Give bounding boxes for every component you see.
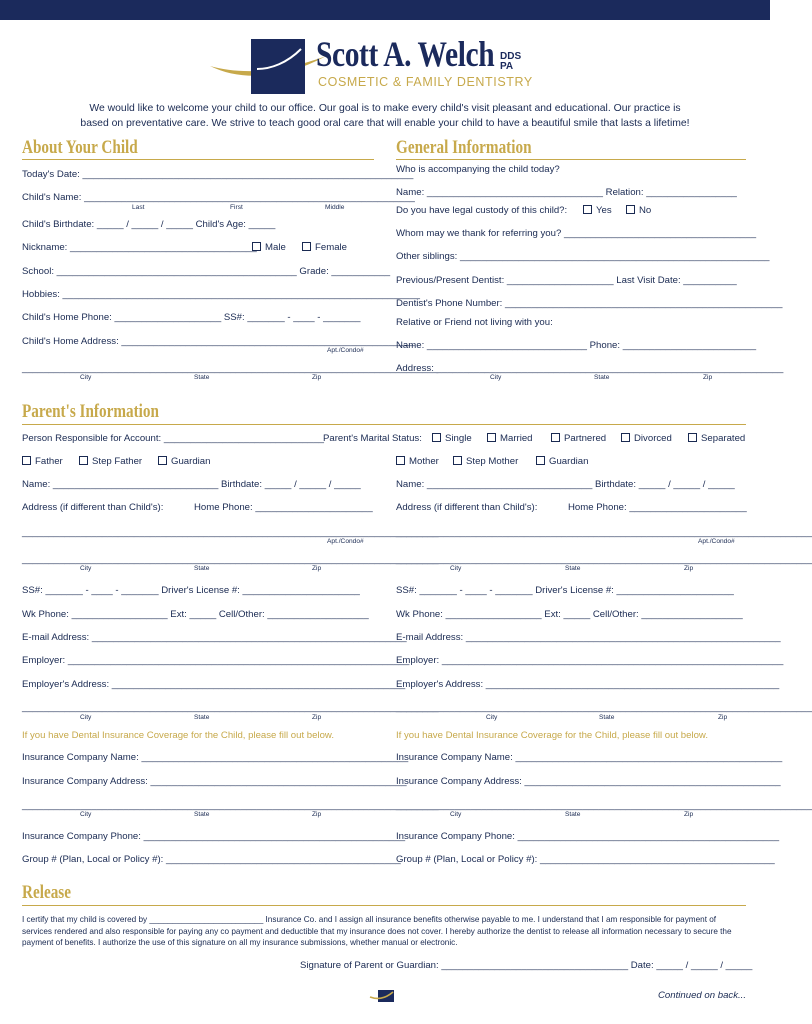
insurance-name-field[interactable]: Insurance Company Name: __________________________________________________ — [396, 752, 783, 763]
city-caption: City — [490, 374, 502, 381]
city-caption: City — [80, 374, 92, 381]
single-checkbox[interactable]: Single — [432, 433, 472, 445]
name-last-caption: Last — [132, 204, 145, 211]
father-checkbox[interactable]: Father — [22, 456, 63, 468]
zip-caption: Zip — [312, 714, 322, 721]
relative-name-phone-field[interactable]: Name: ______________________________ Phone: _________________________ — [396, 340, 757, 351]
checkbox-icon[interactable] — [158, 456, 167, 465]
relative-label: Relative or Friend not living with you: — [396, 317, 553, 328]
state-caption: State — [194, 565, 210, 572]
continued-on-back: Continued on back... — [658, 990, 747, 1001]
dentist-field[interactable]: Previous/Present Dentist: ____________________ Last Visit Date: __________ — [396, 275, 737, 286]
name-birthdate-field[interactable]: Name: _______________________________ Birthdate: _____ / _____ / _____ — [22, 479, 361, 490]
school-grade-field[interactable]: School: _____________________________________________ Grade: ___________ — [22, 266, 391, 277]
employer-address-line-2[interactable]: ______________________________________________________________________________ — [22, 702, 439, 713]
separated-checkbox[interactable]: Separated — [688, 433, 745, 445]
apt-caption: Apt./Condo# — [327, 538, 364, 545]
email-field[interactable]: E-mail Address: ___________________________________________________________ — [22, 632, 407, 643]
city-caption: City — [450, 565, 462, 572]
childs-name-field[interactable]: Child's Name: ______________________________________________________________ — [22, 192, 415, 203]
state-caption: State — [194, 811, 210, 818]
employer-address-field[interactable]: Employer's Address: _______________________________________________________ — [396, 679, 780, 690]
address-line-2[interactable]: ______________________________________________________________________________ — [22, 363, 439, 374]
mother-column — [396, 0, 812, 870]
release-paragraph: I certify that my child is covered by _________________________ Insurance Co. and I assign all insurance benefits otherwise payable to me. I understand that I am responsible for payment of services rendered and also responsible for paying any co payment and deductible that my insurance does not cover. I hereby authorize the dentist to release all information necessary to secure the payment of benefits. I authorize the use of this signature on all my insurance submissions, whether manual or electronic. — [22, 915, 732, 947]
insurance-phone-field[interactable]: Insurance Company Phone: _________________________________________________ — [396, 831, 780, 842]
checkbox-icon[interactable] — [79, 456, 88, 465]
checkbox-icon[interactable] — [396, 456, 405, 465]
checkbox-icon[interactable] — [22, 456, 31, 465]
state-caption: State — [194, 714, 210, 721]
city-caption: City — [486, 714, 498, 721]
practice-credentials: DDS PA — [500, 51, 522, 72]
checkbox-icon[interactable] — [453, 456, 462, 465]
name-first-caption: First — [230, 204, 243, 211]
zip-caption: Zip — [718, 714, 728, 721]
apt-caption: Apt./Condo# — [327, 347, 364, 354]
ss-license-field[interactable]: SS#: _______ - ____ - _______ Driver's License #: ______________________ — [22, 585, 360, 596]
divorced-checkbox[interactable]: Divorced — [621, 433, 672, 445]
name-middle-caption: Middle — [325, 204, 345, 211]
hobbies-field[interactable]: Hobbies: ___________________________________________________________________ — [22, 289, 421, 300]
checkbox-icon[interactable] — [536, 456, 545, 465]
employer-field[interactable]: Employer: ________________________________________________________________ — [396, 655, 784, 666]
referring-field[interactable]: Whom may we thank for referring you? ____________________________________ — [396, 228, 757, 239]
zip-caption: Zip — [684, 565, 694, 572]
partnered-checkbox[interactable]: Partnered — [551, 433, 606, 445]
insurance-phone-field[interactable]: Insurance Company Phone: _________________________________________________ — [22, 831, 406, 842]
ss-license-field[interactable]: SS#: _______ - ____ - _______ Driver's License #: ______________________ — [396, 585, 734, 596]
guardian-checkbox-right[interactable]: Guardian — [536, 456, 588, 468]
section-title-release: Release — [22, 882, 71, 903]
section-title-parents: Parent's Information — [22, 401, 159, 422]
group-number-field[interactable]: Group # (Plan, Local or Policy #): ____________________________________________ — [22, 854, 401, 865]
section-title-general: General Information — [396, 137, 532, 158]
male-checkbox[interactable]: Male — [252, 242, 286, 254]
city-caption: City — [80, 565, 92, 572]
footer-logo-icon — [370, 990, 394, 1002]
zip-caption: Zip — [312, 374, 322, 381]
zip-caption: Zip — [312, 565, 322, 572]
home-phone-ss-field[interactable]: Child's Home Phone: ____________________ SS#: _______ - ____ - _______ — [22, 312, 361, 323]
signature-row — [300, 960, 753, 972]
section-divider — [22, 905, 746, 906]
state-caption: State — [599, 714, 615, 721]
step-father-checkbox[interactable]: Step Father — [79, 456, 142, 468]
custody-no-checkbox[interactable]: No — [626, 205, 651, 217]
mother-checkbox[interactable]: Mother — [396, 456, 439, 468]
employer-address-line-2[interactable]: ______________________________________________________________________________ — [396, 702, 812, 713]
home-address-field[interactable]: Child's Home Address: _______________________________________________________ — [22, 336, 415, 347]
insurance-name-field[interactable]: Insurance Company Name: __________________________________________________ — [22, 752, 409, 763]
employer-field[interactable]: Employer: ________________________________________________________________ — [22, 655, 410, 666]
intro-paragraph: We would like to welcome your child to our office. Our goal is to make every child's visit pleasant and educational. Our practice is based on preventative care. We strive to teach good oral care that will enable your child to have a beautiful smile that lasts a lifetime! — [80, 103, 690, 129]
todays-date-field[interactable]: Today's Date: ______________________________________________________________ — [22, 169, 414, 180]
home-phone-field[interactable]: Home Phone: ______________________ — [568, 502, 747, 513]
state-caption: State — [565, 565, 581, 572]
insurance-note: If you have Dental Insurance Coverage for the Child, please fill out below. — [22, 730, 334, 741]
zip-caption: Zip — [312, 811, 322, 818]
birthdate-age-field[interactable]: Child's Birthdate: _____ / _____ / _____ Child's Age: _____ — [22, 219, 276, 230]
zip-caption: Zip — [703, 374, 713, 381]
address-line-1[interactable]: ______________________________________________________________________________ — [22, 527, 439, 538]
insurance-address-line-2[interactable]: ______________________________________________________________________________ — [22, 800, 439, 811]
address-label: Address (if different than Child's): — [396, 502, 538, 513]
name-relation-field[interactable]: Name: _________________________________ Relation: _________________ — [396, 187, 737, 198]
section-title-about: About Your Child — [22, 137, 138, 158]
address-line-2[interactable]: ______________________________________________________________________________ — [22, 554, 439, 565]
guardian-checkbox-left[interactable]: Guardian — [158, 456, 210, 468]
work-phone-field[interactable]: Wk Phone: __________________ Ext: _____ Cell/Other: ___________________ — [22, 609, 369, 620]
accompanying-label: Who is accompanying the child today? — [396, 164, 560, 175]
city-caption: City — [450, 811, 462, 818]
address-label: Address (if different than Child's): — [22, 502, 164, 513]
state-caption: State — [565, 811, 581, 818]
siblings-field[interactable]: Other siblings: __________________________________________________________ — [396, 251, 770, 262]
email-field[interactable]: E-mail Address: ___________________________________________________________ — [396, 632, 781, 643]
married-checkbox[interactable]: Married — [487, 433, 533, 445]
marital-status-label: Parent's Marital Status: — [323, 433, 422, 444]
work-phone-field[interactable]: Wk Phone: __________________ Ext: _____ Cell/Other: ___________________ — [396, 609, 743, 620]
apt-caption: Apt./Condo# — [698, 538, 735, 545]
insurance-address-field[interactable]: Insurance Company Address: ________________________________________________ — [396, 776, 781, 787]
custody-yes-checkbox[interactable]: Yes — [583, 205, 612, 217]
insurance-address-field[interactable]: Insurance Company Address: ________________________________________________ — [22, 776, 407, 787]
city-caption: City — [80, 714, 92, 721]
female-checkbox[interactable]: Female — [302, 242, 347, 254]
address-line-1[interactable]: ______________________________________________________________________________ — [396, 527, 812, 538]
responsible-field[interactable]: Person Responsible for Account: ______________________________ — [22, 433, 324, 444]
insurance-note: If you have Dental Insurance Coverage for the Child, please fill out below. — [396, 730, 708, 741]
custody-question: Do you have legal custody of this child?: — [396, 205, 568, 216]
practice-name: Scott A. Welch — [316, 34, 495, 74]
dentist-phone-field[interactable]: Dentist's Phone Number: ____________________________________________________ — [396, 298, 783, 309]
state-caption: State — [594, 374, 610, 381]
nickname-field[interactable]: Nickname: ___________________________________ — [22, 242, 257, 253]
address-line-2[interactable]: ______________________________________________________________________________ — [396, 554, 812, 565]
name-birthdate-field[interactable]: Name: _______________________________ Birthdate: _____ / _____ / _____ — [396, 479, 735, 490]
insurance-address-line-2[interactable]: ______________________________________________________________________________ — [396, 800, 812, 811]
signature-date-field[interactable]: Signature of Parent or Guardian: ___________________________________ Date: _____ / _____ / _____ — [300, 960, 753, 971]
relative-address-field[interactable]: Address: _________________________________________________________________ — [396, 363, 784, 374]
step-mother-checkbox[interactable]: Step Mother — [453, 456, 518, 468]
city-caption: City — [80, 811, 92, 818]
employer-address-field[interactable]: Employer's Address: _______________________________________________________ — [22, 679, 406, 690]
home-phone-field[interactable]: Home Phone: ______________________ — [194, 502, 373, 513]
state-caption: State — [194, 374, 210, 381]
practice-tagline: COSMETIC & FAMILY DENTISTRY — [318, 75, 533, 89]
zip-caption: Zip — [684, 811, 694, 818]
group-number-field[interactable]: Group # (Plan, Local or Policy #): ____________________________________________ — [396, 854, 775, 865]
